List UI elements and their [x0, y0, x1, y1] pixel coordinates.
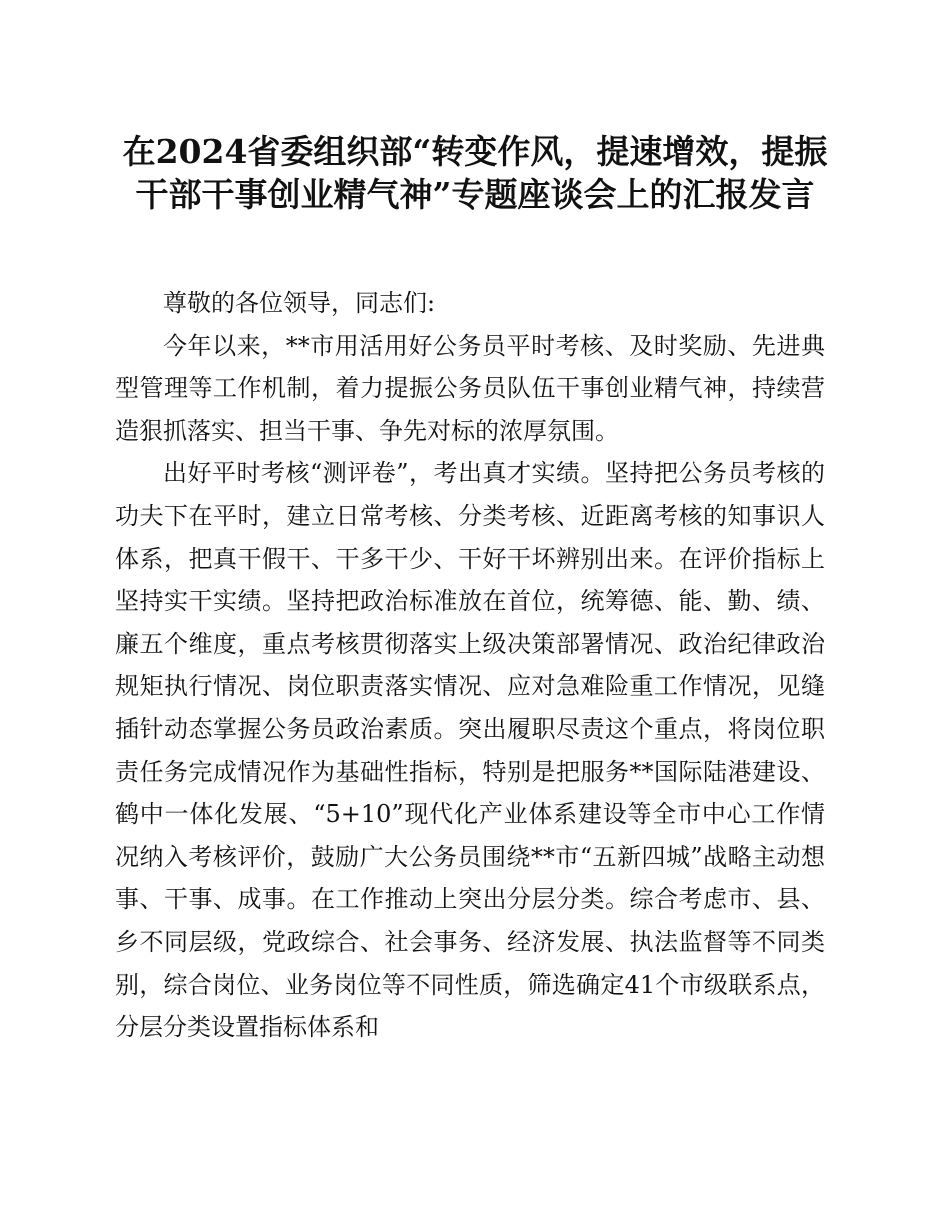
intro-paragraph: 今年以来，**市用活用好公务员平时考核、及时奖励、先进典型管理等工作机制，着力提振公务员队伍干事创业精气神，持续营造狠抓落实、担当干事、争先对标的浓厚氛围。: [115, 331, 825, 445]
salutation-paragraph: 尊敬的各位领导，同志们:: [163, 289, 436, 317]
document-title: 在2024省委组织部“转变作风，提速增效，提振干部干事创业精气神”专题座谈会上的汇报发言: [122, 132, 828, 214]
assessment-paragraph: 出好平时考核“测评卷”，考出真才实绩。坚持把公务员考核的功夫下在平时，建立日常考核、分类考核、近距离考核的知事识人体系，把真干假干、干多干少、干好干坏辨别出来。在评价指标上坚持实干实绩。坚持把政治标准放在首位，统筹德、能、勤、绩、廉五个维度，重点考核贯彻落实上级决策部署情况、政治纪律政治规矩执行情况、岗位职责落实情况、应对急难险重工作情况，见缝插针动态掌握公务员政治素质。突出履职尽责这个重点，将岗位职责任务完成情况作为基础性指标，特别是把服务**国际陆港建设、鹤中一体化发展、“5+10”现代化产业体系建设等全市中心工作情况纳入考核评价，鼓励广大公务员围绕**市“五新四城”战略主动想事、干事、成事。在工作推动上突出分层分类。综合考虑市、县、乡不同层级，党政综合、社会事务、经济发展、执法监督等不同类别，综合岗位、业务岗位等不同性质，筛选确定41个市级联系点，分层分类设置指标体系和: [115, 459, 825, 1042]
document-body: [115, 282, 825, 1049]
